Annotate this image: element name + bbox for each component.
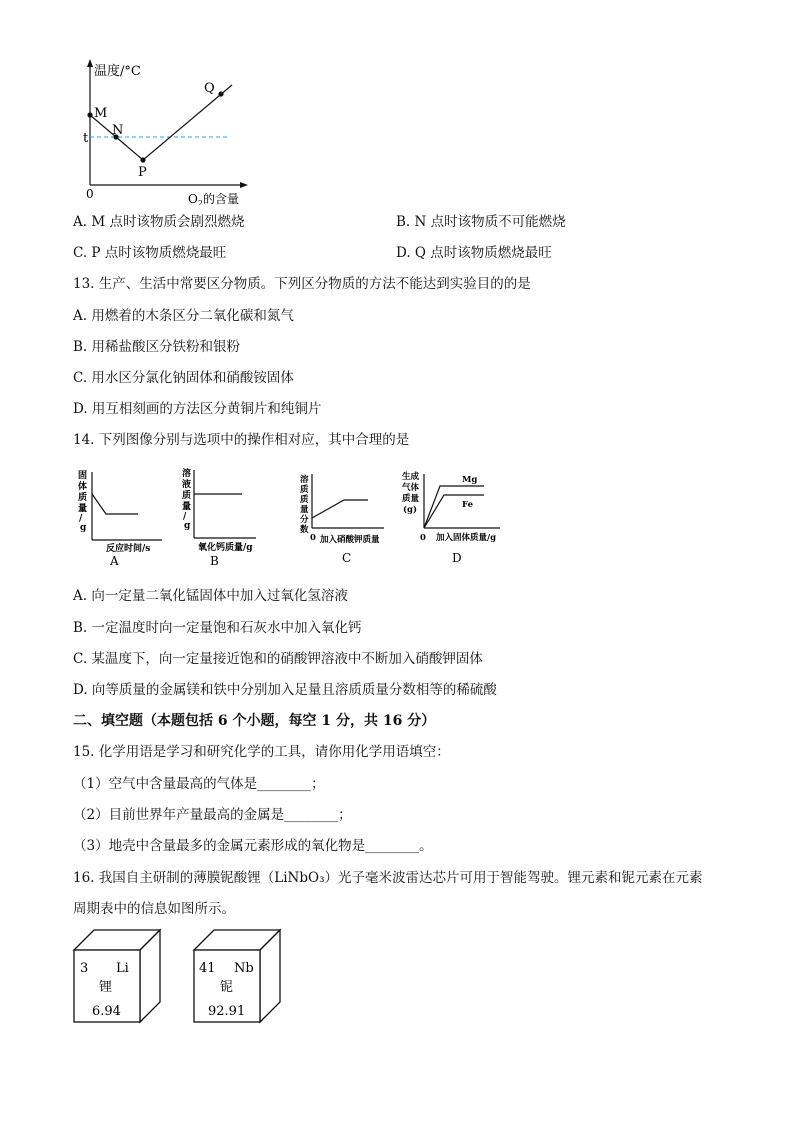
origin-label: 0 xyxy=(86,187,94,201)
graph-d-ylabel-3: (g) xyxy=(403,505,417,515)
q12-option-b: B. N 点时该物质不可能燃烧 xyxy=(396,214,566,230)
q15-sub-1: （1）空气中含量最高的气体是________； xyxy=(73,776,325,792)
q13-option-c: C. 用水区分氯化钠固体和硝酸铵固体 xyxy=(73,370,294,386)
q16-line-2: 周期表中的信息如图所示。 xyxy=(73,901,235,917)
graph-d-letter: D xyxy=(452,551,462,565)
graph-a-ylabel-2: 质 xyxy=(78,493,88,503)
point-p-label: P xyxy=(138,165,147,180)
graph-a-ylabel-4: / xyxy=(79,514,83,524)
q14-graph-b xyxy=(178,466,260,568)
q15-sub-3: （3）地壳中含量最多的金属元素形成的氧化物是________。 xyxy=(73,838,433,854)
graph-b-ylabel-0: 溶 xyxy=(182,469,192,479)
graph-b-xlabel: 氧化钙质量/g xyxy=(198,543,253,553)
graph-c-origin: 0 xyxy=(310,533,316,543)
graph-c-ylabel-2: 质 xyxy=(300,495,309,505)
q16-line-1: 16. 我国自主研制的薄膜铌酸锂（LiNbO₃）光子毫米波雷达芯片可用于智能驾驶。锂元素和铌元素在元素 xyxy=(73,870,703,886)
li-name: 锂 xyxy=(99,980,113,995)
graph-d-series-fe: Fe xyxy=(462,500,473,510)
graph-a-ylabel-1: 体 xyxy=(78,482,88,492)
nb-name: 铌 xyxy=(220,980,234,995)
graph-c-ylabel-0: 溶 xyxy=(300,475,309,485)
graph-b-ylabel-5: g xyxy=(184,521,191,531)
graph-c-ylabel-3: 量 xyxy=(300,505,309,515)
q15-sub-2: （2）目前世界年产量最高的金属是________； xyxy=(73,807,352,823)
point-m-label: M xyxy=(94,106,108,121)
q14-stem: 14. 下列图像分别与选项中的操作相对应，其中合理的是 xyxy=(73,432,410,448)
q12-option-d: D. Q 点时该物质燃烧最旺 xyxy=(396,245,552,261)
graph-c-ylabel-5: 数 xyxy=(300,525,309,535)
graph-c-ylabel-4: 分 xyxy=(300,515,309,525)
q14-option-b: B. 一定温度时向一定量饱和石灰水中加入氧化钙 xyxy=(73,620,362,636)
temperature-graph xyxy=(70,55,260,205)
graph-c-ylabel-1: 质 xyxy=(300,485,309,495)
niobium-element-card xyxy=(192,928,282,1024)
q14-option-a: A. 向一定量二氧化锰固体中加入过氧化氢溶液 xyxy=(73,588,348,604)
graph-a-letter: A xyxy=(110,554,119,568)
q14-graph-a xyxy=(72,466,167,568)
section-2-heading: 二、填空题（本题包括 6 个小题，每空 1 分，共 16 分） xyxy=(73,713,436,729)
li-mass: 6.94 xyxy=(92,1004,121,1019)
graph-b-ylabel-3: 量 xyxy=(182,502,192,512)
graph-b-ylabel-1: 液 xyxy=(182,480,192,490)
graph-b-ylabel-2: 质 xyxy=(182,491,192,501)
x-axis-label: $O_2$的含量 xyxy=(188,192,239,205)
t-label: t xyxy=(83,131,89,146)
lithium-element-card xyxy=(72,928,162,1024)
point-q-label: Q xyxy=(204,81,215,96)
point-n-label: N xyxy=(112,123,124,138)
q13-option-a: A. 用燃着的木条区分二氧化碳和氮气 xyxy=(73,308,294,324)
nb-atomic-number: 41 xyxy=(199,961,216,976)
nb-symbol: Nb xyxy=(234,961,254,976)
graph-c-xlabel: 加入硝酸钾质量 xyxy=(320,535,380,545)
graph-d-series-mg: Mg xyxy=(462,475,478,485)
q13-stem: 13. 生产、生活中常要区分物质。下列区分物质的方法不能达到实验目的的是 xyxy=(73,276,531,292)
q13-option-d: D. 用互相刻画的方法区分黄铜片和纯铜片 xyxy=(73,401,322,417)
graph-a-ylabel-0: 固 xyxy=(78,471,88,481)
q14-option-d: D. 向等质量的金属镁和铁中分别加入足量且溶质质量分数相等的稀硫酸 xyxy=(73,682,497,698)
q13-option-b: B. 用稀盐酸区分铁粉和银粉 xyxy=(73,339,241,355)
graph-d-ylabel-0: 生成 xyxy=(402,472,420,482)
li-symbol: Li xyxy=(116,961,129,976)
graph-b-ylabel-4: / xyxy=(183,512,187,522)
q14-option-c: C. 某温度下，向一定量接近饱和的硝酸钾溶液中不断加入硝酸钾固体 xyxy=(73,651,483,667)
graph-a-xlabel: 反应时间/s xyxy=(106,544,151,554)
graph-d-origin: 0 xyxy=(420,533,426,543)
graph-d-xlabel: 加入固体质量/g xyxy=(436,533,497,543)
li-atomic-number: 3 xyxy=(80,961,89,976)
q14-graph-c xyxy=(296,466,396,568)
graph-d-ylabel-2: 质量 xyxy=(402,494,420,504)
y-axis-label: 温度/°C xyxy=(94,64,141,79)
graph-c-letter: C xyxy=(342,551,352,565)
q14-graph-d xyxy=(400,466,504,568)
q12-option-a: A. M 点时该物质会剧烈燃烧 xyxy=(73,214,245,230)
q12-option-c: C. P 点时该物质燃烧最旺 xyxy=(73,245,227,261)
graph-a-ylabel-5: g xyxy=(80,523,87,533)
q15-stem: 15. 化学用语是学习和研究化学的工具，请你用化学用语填空： xyxy=(73,744,450,760)
graph-b-letter: B xyxy=(210,554,219,568)
graph-d-ylabel-1: 气体 xyxy=(402,483,420,493)
graph-a-ylabel-3: 量 xyxy=(78,504,88,514)
nb-mass: 92.91 xyxy=(208,1004,246,1019)
